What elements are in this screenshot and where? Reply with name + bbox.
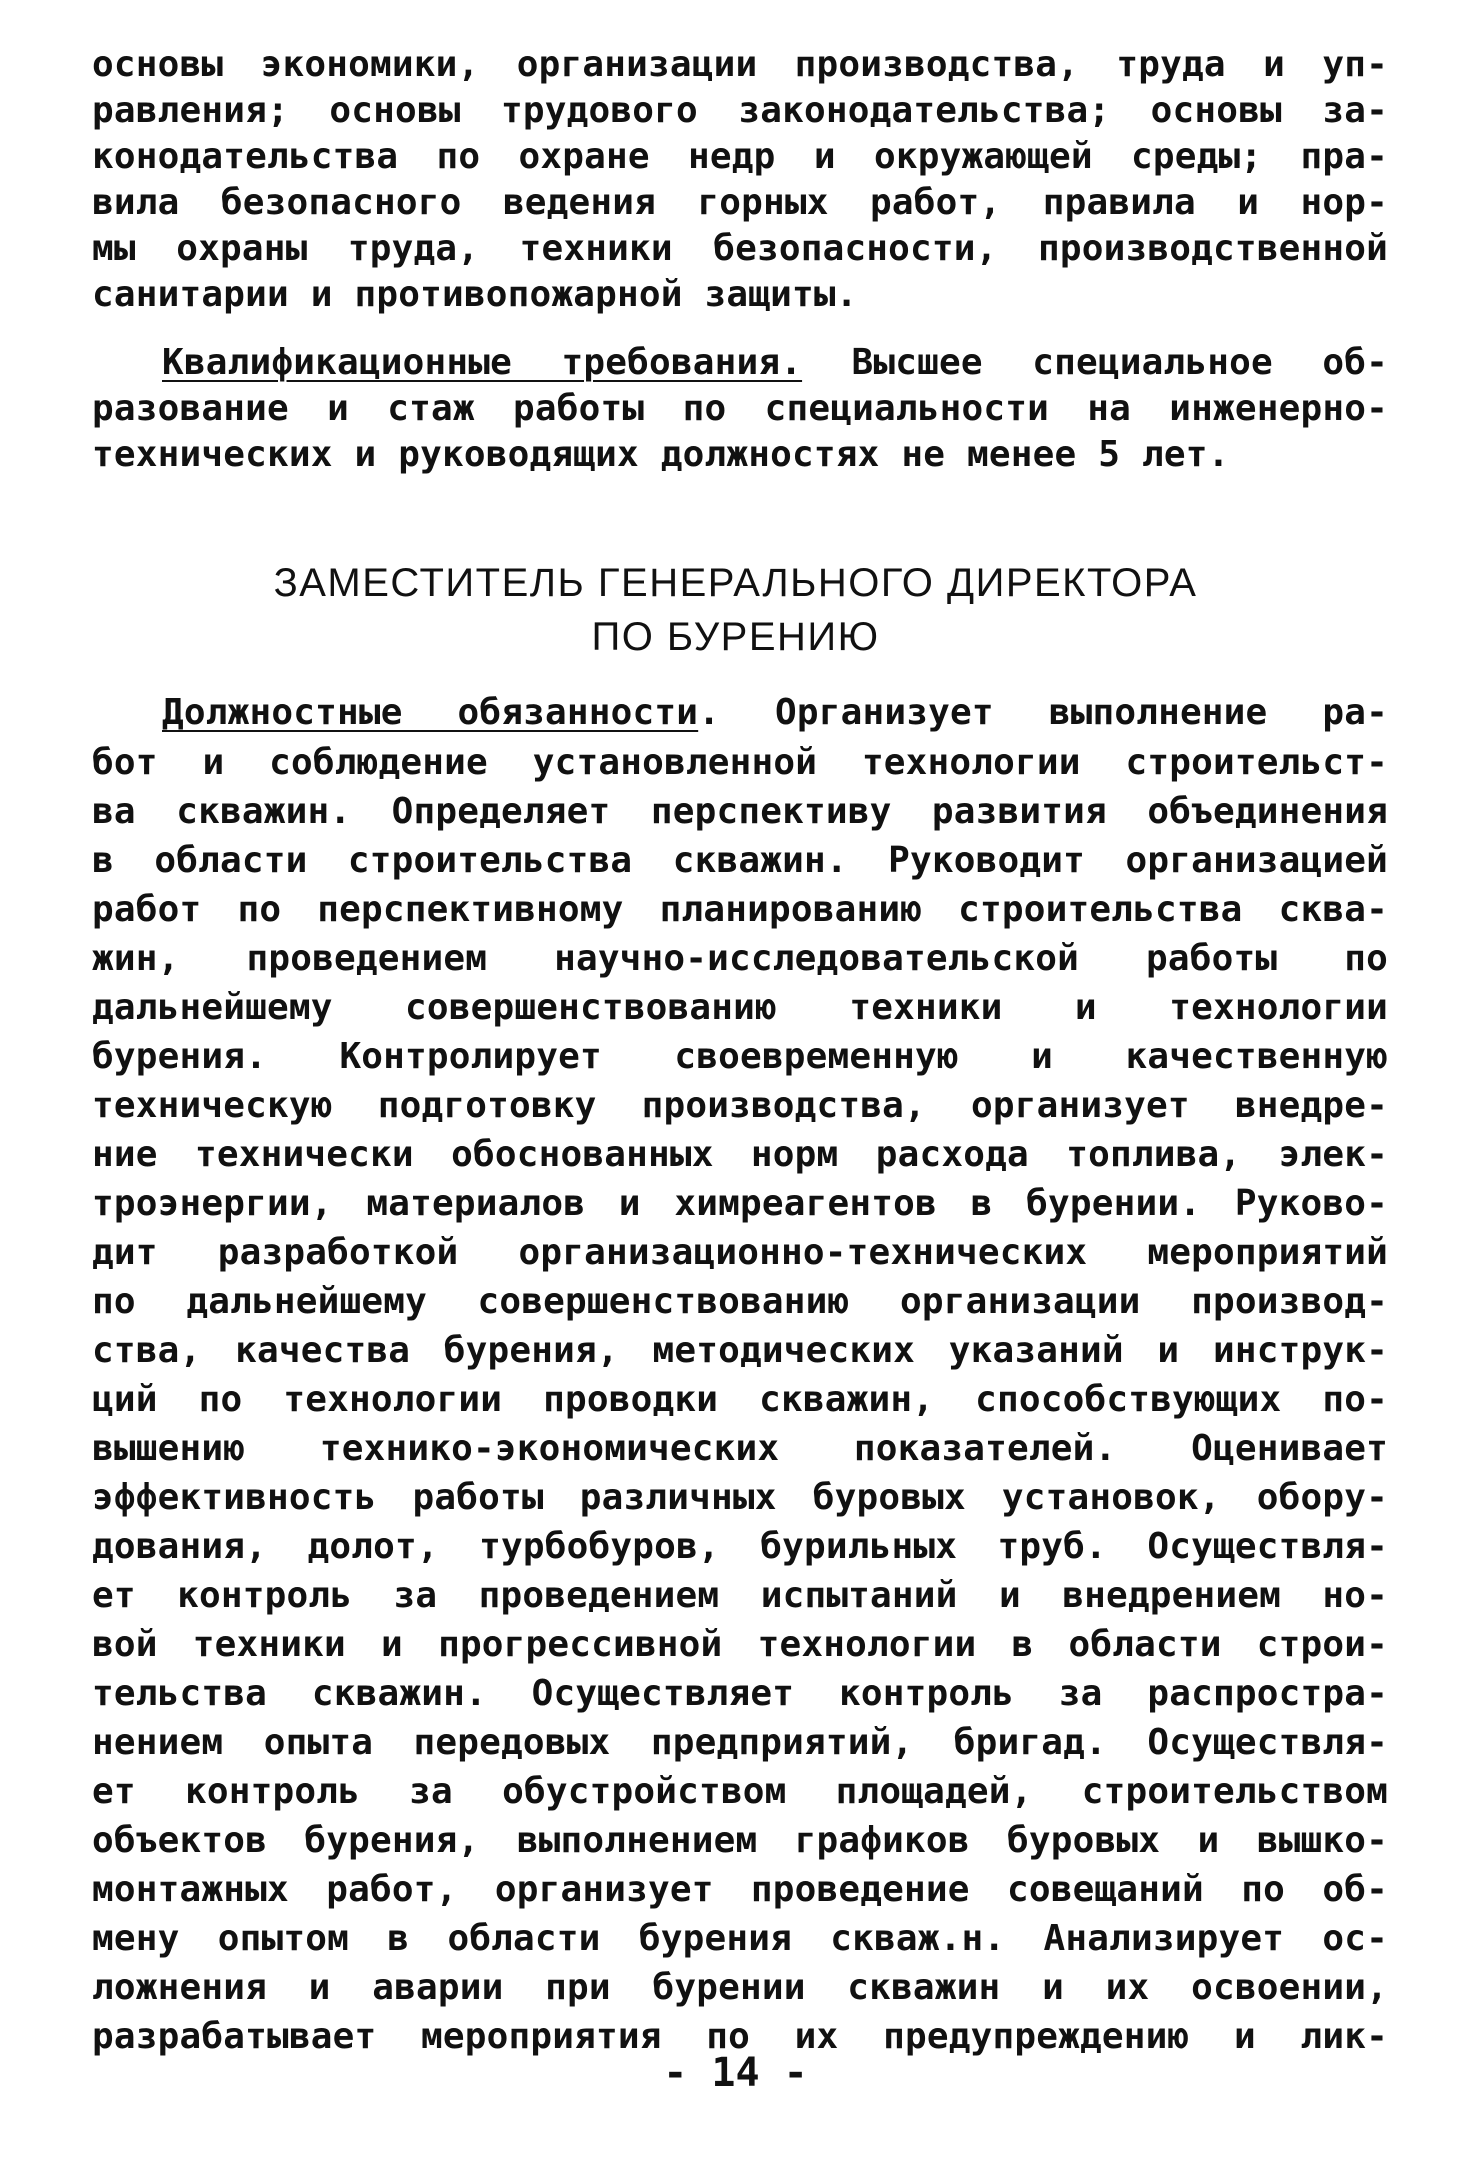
section-title-line-2: ПО БУРЕНИЮ [591, 615, 880, 659]
duties-line: нением опыта передовых предприятий, бригад. Осуществля- [92, 1722, 1388, 1763]
duties-line: вой техники и прогрессивной технологии в области строи- [92, 1624, 1388, 1665]
qualification-line-2: разование и стаж работы по специальности на инженерно- [92, 388, 1388, 429]
qualification-label: Квалификационные требования. [162, 342, 803, 383]
intro-line-6: санитарии и противопожарной защиты. [92, 274, 858, 315]
intro-line-4: вила безопасного ведения горных работ, правила и нор- [92, 182, 1388, 223]
duties-line: дования, долот, турбобуров, бурильных труб. Осуществля- [92, 1526, 1388, 1567]
duties-line: ние технически обоснованных норм расхода топлива, элек- [92, 1134, 1388, 1175]
duties-line: монтажных работ, организует проведение совещаний по об- [92, 1869, 1388, 1910]
duties-line: работ по перспективному планированию строительства сква- [92, 889, 1388, 930]
duties-first-line-rest: . Организует выполнение ра- [698, 692, 1389, 733]
duties-line: техническую подготовку производства, организует внедре- [92, 1085, 1388, 1126]
duties-first-line [162, 690, 1388, 736]
duties-line: ций по технологии проводки скважин, способствующих по- [92, 1379, 1388, 1420]
duties-label: Должностные обязанности [162, 692, 699, 733]
duties-line: ства, качества бурения, методических указаний и инструк- [92, 1330, 1388, 1371]
intro-line-1: основы экономики, организации производства, труда и уп- [92, 44, 1388, 85]
intro-line-2: равления; основы трудового законодательства; основы за- [92, 90, 1388, 131]
duties-line: ет контроль за обустройством площадей, строительством [92, 1771, 1388, 1812]
duties-line: ет контроль за проведением испытаний и внедрением но- [92, 1575, 1388, 1616]
duties-line: разрабатывает мероприятия по их предупреждению и лик- [92, 2016, 1388, 2057]
duties-line: эффективность работы различных буровых установок, обору- [92, 1477, 1388, 1518]
duties-line: по дальнейшему совершенствованию организации производ- [92, 1281, 1388, 1322]
qualification-line-3: технических и руководящих должностях не менее 5 лет. [92, 434, 1230, 475]
duties-line: ва скважин. Определяет перспективу развития объединения [92, 791, 1388, 832]
intro-line-3: конодательства по охране недр и окружающей среды; пра- [92, 136, 1388, 177]
duties-line: бурения. Контролирует своевременную и качественную [92, 1036, 1388, 1077]
duties-line: дит разработкой организационно-технических мероприятий [92, 1232, 1388, 1273]
duties-line: мену опытом в области бурения скваж.н. Анализирует ос- [92, 1918, 1388, 1959]
duties-line: тельства скважин. Осуществляет контроль за распростра- [92, 1673, 1388, 1714]
section-title-line-1: ЗАМЕСТИТЕЛЬ ГЕНЕРАЛЬНОГО ДИРЕКТОРА [273, 561, 1198, 605]
duties-line: ложнения и аварии при бурении скважин и их освоении, [92, 1967, 1388, 2008]
duties-line: вышению технико-экономических показателей. Оценивает [92, 1428, 1388, 1469]
page-number: - 14 - [663, 2050, 808, 2096]
duties-line: жин, проведением научно-исследовательской работы по [92, 938, 1388, 979]
duties-line: дальнейшему совершенствованию техники и технологии [92, 987, 1388, 1028]
intro-line-5: мы охраны труда, техники безопасности, производственной [92, 228, 1388, 269]
duties-line: троэнергии, материалов и химреагентов в бурении. Руково- [92, 1183, 1388, 1224]
qualification-first-line [162, 340, 1388, 386]
qualification-first-line-rest: Высшее специальное об- [802, 342, 1388, 383]
duties-line: объектов бурения, выполнением графиков буровых и вышко- [92, 1820, 1388, 1861]
duties-line: бот и соблюдение установленной технологии строительст- [92, 742, 1388, 783]
duties-line: в области строительства скважин. Руководит организацией [92, 840, 1388, 881]
